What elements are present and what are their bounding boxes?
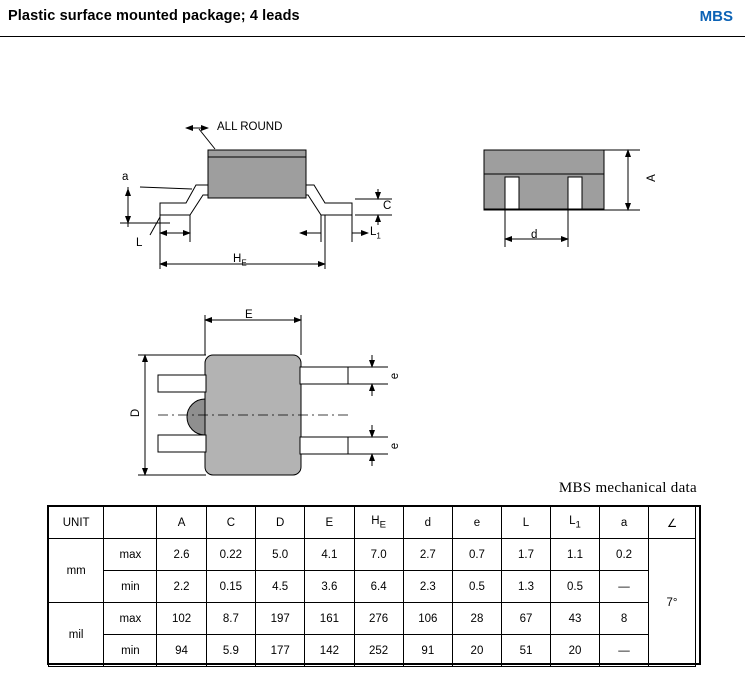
cell-mil-min-HE: 252 xyxy=(354,635,403,667)
cell-mm-min-label: min xyxy=(104,571,157,603)
cell-mil-max-L: 67 xyxy=(501,603,550,635)
cell-mm-max-D: 5.0 xyxy=(256,539,305,571)
cell-mm-max-C: 0.22 xyxy=(206,539,255,571)
table-row xyxy=(49,635,696,667)
cell-mil-max-E: 161 xyxy=(305,603,354,635)
header-A: A xyxy=(157,507,206,539)
cell-mm-max-L: 1.7 xyxy=(501,539,550,571)
cell-mm-min-a: — xyxy=(600,571,649,603)
table-row xyxy=(49,539,696,571)
cell-mil-min-C: 5.9 xyxy=(206,635,255,667)
package-drawing-svg xyxy=(0,37,745,482)
mechanical-data-title: MBS mechanical data xyxy=(558,480,697,496)
header-d: d xyxy=(403,507,452,539)
header-e: e xyxy=(452,507,501,539)
label-a-angle: a xyxy=(122,171,129,183)
header-angle: ∠ xyxy=(649,507,696,539)
cell-mil-max-A: 102 xyxy=(157,603,206,635)
header-D: D xyxy=(256,507,305,539)
cell-mil-max-d: 106 xyxy=(403,603,452,635)
cell-mil-max-label: max xyxy=(104,603,157,635)
label-he: $H_E$ xyxy=(233,253,247,268)
cell-mil-max-e: 28 xyxy=(452,603,501,635)
header-L1: $L_1$ xyxy=(551,507,600,539)
table-row xyxy=(49,571,696,603)
cell-mil-max-a: 8 xyxy=(600,603,649,635)
label-e-pitch-bottom: e xyxy=(389,442,402,450)
cell-mm-min-HE: 6.4 xyxy=(354,571,403,603)
cell-mm-max-d: 2.7 xyxy=(403,539,452,571)
label-a-height: A xyxy=(645,174,658,182)
label-l1: $L_1$ xyxy=(370,226,381,241)
header-L: L xyxy=(501,507,550,539)
cell-mm-max-A: 2.6 xyxy=(157,539,206,571)
cell-mm-min-E: 3.6 xyxy=(305,571,354,603)
cell-unit-mm: mm xyxy=(49,539,104,603)
header-a: a xyxy=(600,507,649,539)
cell-angle-value: 7° xyxy=(649,539,696,667)
cell-mil-min-D: 177 xyxy=(256,635,305,667)
cell-mil-max-L1: 43 xyxy=(551,603,600,635)
cell-mil-min-E: 142 xyxy=(305,635,354,667)
cell-mil-max-D: 197 xyxy=(256,603,305,635)
header-HE: $H_E$ xyxy=(354,507,403,539)
header-C: C xyxy=(206,507,255,539)
header-minmax xyxy=(104,507,157,539)
cell-mil-min-L1: 20 xyxy=(551,635,600,667)
cell-mil-min-e: 20 xyxy=(452,635,501,667)
cell-unit-mil: mil xyxy=(49,603,104,667)
cell-mm-min-L: 1.3 xyxy=(501,571,550,603)
cell-mm-min-d: 2.3 xyxy=(403,571,452,603)
label-e-pitch-top: e xyxy=(389,372,402,380)
cell-mm-max-E: 4.1 xyxy=(305,539,354,571)
cell-mm-min-L1: 0.5 xyxy=(551,571,600,603)
cell-mil-min-a: — xyxy=(600,635,649,667)
cell-mil-max-C: 8.7 xyxy=(206,603,255,635)
cell-mm-min-C: 0.15 xyxy=(206,571,255,603)
cell-mm-min-e: 0.5 xyxy=(452,571,501,603)
cell-mil-min-d: 91 xyxy=(403,635,452,667)
cell-mm-max-a: 0.2 xyxy=(600,539,649,571)
label-d-side: d xyxy=(531,229,538,241)
header-unit: UNIT xyxy=(49,507,104,539)
cell-mm-min-D: 4.5 xyxy=(256,571,305,603)
label-e-width: E xyxy=(245,309,253,321)
cell-mm-max-HE: 7.0 xyxy=(354,539,403,571)
label-l: L xyxy=(136,237,143,249)
page-header xyxy=(0,0,745,38)
cell-mil-min-label: min xyxy=(104,635,157,667)
cell-mm-max-L1: 1.1 xyxy=(551,539,600,571)
label-all-round: ALL ROUND xyxy=(217,121,283,133)
package-code: MBS xyxy=(699,8,733,25)
cell-mil-min-A: 94 xyxy=(157,635,206,667)
label-c: C xyxy=(383,200,392,212)
page-title: Plastic surface mounted package; 4 leads xyxy=(8,8,300,24)
table-header-row xyxy=(49,507,696,539)
header-E: E xyxy=(305,507,354,539)
cell-mm-max-e: 0.7 xyxy=(452,539,501,571)
label-d-length: D xyxy=(130,408,143,418)
cell-mil-min-L: 51 xyxy=(501,635,550,667)
cell-mil-max-HE: 276 xyxy=(354,603,403,635)
mechanical-data-table xyxy=(48,506,696,667)
cell-mm-max-label: max xyxy=(104,539,157,571)
table-row xyxy=(49,603,696,635)
cell-mm-min-A: 2.2 xyxy=(157,571,206,603)
package-drawing xyxy=(0,37,745,482)
